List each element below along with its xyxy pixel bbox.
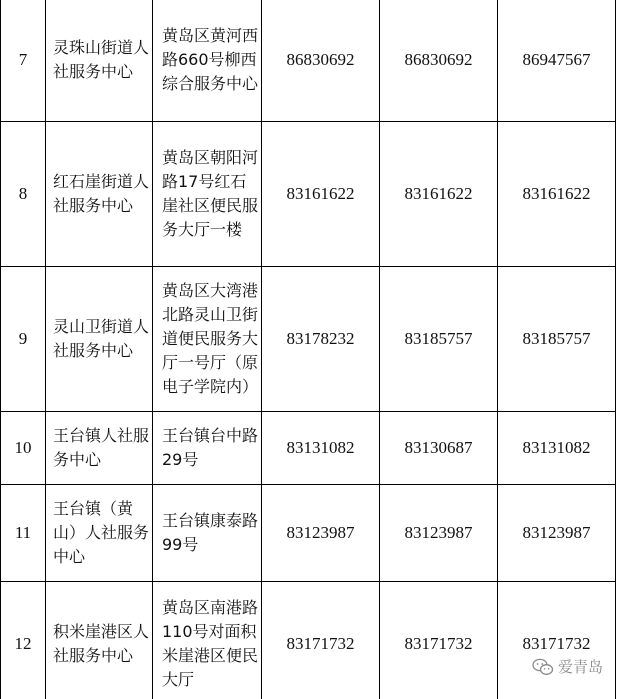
- center-address: 黄岛区大湾港北路灵山卫街道便民服务大厅一号厅（原电子学院内）: [153, 267, 262, 412]
- table-row: [1, 412, 616, 485]
- center-address: 王台镇台中路29号: [153, 412, 262, 485]
- row-index: 10: [1, 412, 46, 485]
- wechat-icon: [532, 658, 554, 676]
- phone-3: 83171732: [498, 582, 616, 699]
- phone-3: 83131082: [498, 412, 616, 485]
- center-name: 灵珠山街道人社服务中心: [46, 0, 153, 122]
- center-name: 王台镇（黄山）人社服务中心: [46, 485, 153, 582]
- watermark-text: 爱青岛: [557, 658, 603, 676]
- table-row: [1, 485, 616, 582]
- center-name: 红石崖街道人社服务中心: [46, 122, 153, 267]
- center-name: 积米崖港区人社服务中心: [46, 582, 153, 699]
- phone-1: 83161622: [262, 122, 380, 267]
- phone-3: 86947567: [498, 0, 616, 122]
- row-index: 9: [1, 267, 46, 412]
- phone-1: 83131082: [262, 412, 380, 485]
- phone-1: 86830692: [262, 0, 380, 122]
- center-address: 王台镇康泰路99号: [153, 485, 262, 582]
- row-index: 7: [1, 0, 46, 122]
- row-index: 8: [1, 122, 46, 267]
- table-row: [1, 582, 616, 699]
- phone-3: 83161622: [498, 122, 616, 267]
- row-index: 12: [1, 582, 46, 699]
- phone-2: 83171732: [380, 582, 498, 699]
- table-row: [1, 267, 616, 412]
- phone-3: 83123987: [498, 485, 616, 582]
- phone-2: 83185757: [380, 267, 498, 412]
- phone-2: 83130687: [380, 412, 498, 485]
- phone-1: 83171732: [262, 582, 380, 699]
- phone-1: 83123987: [262, 485, 380, 582]
- phone-2: 83123987: [380, 485, 498, 582]
- row-index: 11: [1, 485, 46, 582]
- phone-2: 86830692: [380, 0, 498, 122]
- phone-3: 83185757: [498, 267, 616, 412]
- phone-1: 83178232: [262, 267, 380, 412]
- phone-2: 83161622: [380, 122, 498, 267]
- watermark: [532, 656, 603, 677]
- table-row: [1, 0, 616, 122]
- center-name: 王台镇人社服务中心: [46, 412, 153, 485]
- center-address: 黄岛区南港路110号对面积米崖港区便民大厅: [153, 582, 262, 699]
- center-name: 灵山卫街道人社服务中心: [46, 267, 153, 412]
- center-address: 黄岛区朝阳河路17号红石崖社区便民服务大厅一楼: [153, 122, 262, 267]
- table-row: [1, 122, 616, 267]
- center-address: 黄岛区黄河西路660号柳西综合服务中心: [153, 0, 262, 122]
